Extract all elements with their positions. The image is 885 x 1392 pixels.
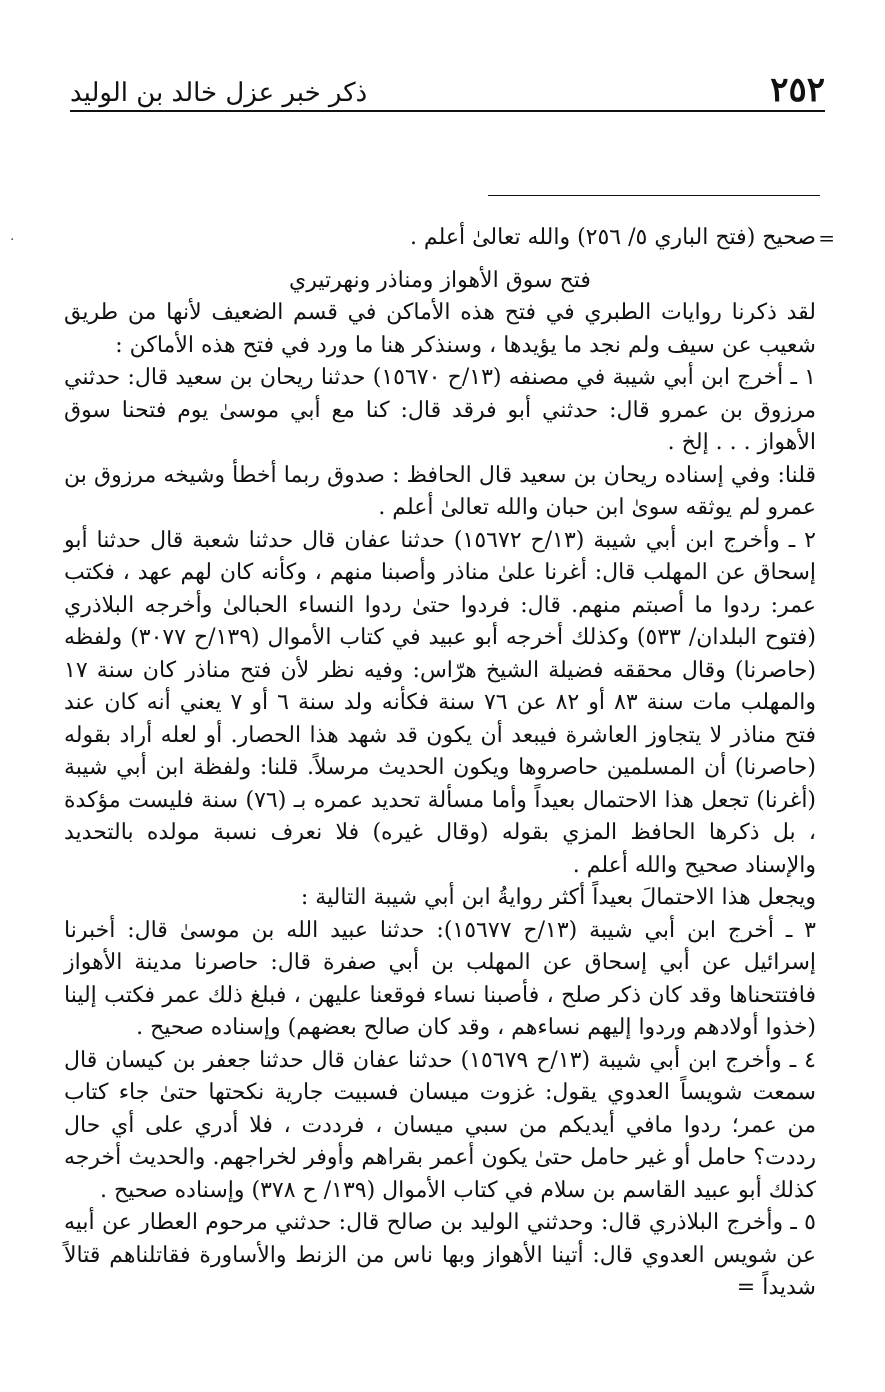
paragraph-transition: ويجعل هذا الاحتمالَ بعيداً أكثر روايةُ ابن أبي شيبة التالية : (300, 885, 816, 910)
paragraph-note-1: قلنا: وفي إسناده ريحان بن سعيد قال الحافظ : صدوق ربما أخطأ وشيخه مرزوق بن عمرو لم يوثقه سوىٰ ابن حبان والله تعالىٰ أعلم . (64, 462, 816, 520)
page-body (64, 222, 816, 1305)
paragraph-item-5: ٥ ـ وأخرج البلاذري قال: وحدثني الوليد بن صالح قال: حدثني مرحوم العطار عن أبيه عن شويس العدوي قال: أتينا الأهواز وبها ناس من الزنط والأساورة فقاتلناهم قتالاً شديداً = (64, 1210, 816, 1300)
footnote-separator (488, 195, 820, 196)
margin-dot: · (10, 232, 15, 248)
section-title: فتح سوق الأهواز ومناذر ونهرتيري (289, 267, 591, 293)
paragraph-item-1: ١ ـ أخرج ابن أبي شيبة في مصنفه (١٣/ح ١٥٦٧٠) حدثنا ريحان بن سعيد قال: حدثني مرزوق بن عمرو قال: حدثني أبو فرقد قال: كنا مع أبي موسىٰ يوم فتحنا سوق الأهواز . . . إلخ . (64, 365, 816, 455)
paragraph-item-4: ٤ ـ وأخرج ابن أبي شيبة (١٣/ح ١٥٦٧٩) حدثنا عفان قال حدثنا جعفر بن كيسان قال سمعت شويساً العدوي يقول: غزوت ميسان فسبيت جارية نكحتها حتىٰ جاء كتاب من عمر؛ ردوا مافي أيديكم من سبي ميسان ، فرددت ، فلا أدري على أي حال رددت؟ حامل أو غير حامل حتىٰ يكون أعمر بقراهم وأوفر لخراجهم. والحديث أخرجه كذلك أبو عبيد القاسم بن سلام في كتاب الأموال (١٣٩/ ح ٣٧٨) وإسناده صحيح . (64, 1047, 816, 1203)
continuation-mark: = (818, 226, 835, 250)
page-number: ٢٥٢ (770, 70, 825, 110)
paragraph-intro: لقد ذكرنا روايات الطبري في فتح هذه الأماكن في قسم الضعيف لأنها من طريق شعيب عن سيف ولم نجد ما يؤيدها ، وسنذكر هنا ما ورد في فتح هذه الأماكن : (64, 300, 816, 358)
page-header (70, 62, 825, 112)
paragraph-item-2: ٢ ـ وأخرج ابن أبي شيبة (١٣/ح ١٥٦٧٢) حدثنا عفان قال حدثنا شعبة قال حدثنا أبو إسحاق عن المهلب قال: أغرنا علىٰ مناذر وأصبنا منهم ، وكأنه كان لهم عهد ، فكتب عمر: ردوا ما أصبتم منهم. قال: فردوا حتىٰ ردوا النساء الحبالىٰ وأخرجه البلاذري (فتوح البلدان/ ٥٣٣) وكذلك أخرجه أبو عبيد في كتاب الأموال (١٣٩/ح ٣٠٧٧) ولفظه (حاصرنا) وقال محققه فضيلة الشيخ هرّاس: وفيه نظر لأن فتح مناذر كان سنة ١٧ والمهلب مات سنة ٨٣ أو ٨٢ عن ٧٦ سنة فكأنه ولد سنة ٦ أو ٧ يعني أنه كان عند فتح مناذر لا يتجاوز العاشرة فيبعد أن يكون قد شهد هذا الحصار. أو لعله أراد بقوله (حاصرنا) أن المسلمين حاصروها ويكون الحديث مرسلاً. قلنا: ولفظة ابن أبي شيبة (أغرنا) تجعل هذا الاحتمال بعيداً وأما مسألة تحديد عمره بـ (٧٦) سنة فليست مؤكدة ، بل ذكرها الحافظ المزي بقوله (وقال غيره) فلا نعرف نسبة مولده بالتحديد والإسناد صحيح والله أعلم . (64, 527, 817, 878)
running-title: ذكر خبر عزل خالد بن الوليد (70, 78, 368, 108)
footnote-continuation: صحيح (فتح الباري ٥/ ٢٥٦) والله تعالىٰ أعلم . (409, 225, 816, 250)
paragraph-item-3: ٣ ـ أخرج ابن أبي شيبة (١٣/ح ١٥٦٧٧): حدثنا عبيد الله بن موسىٰ قال: أخبرنا إسرائيل عن أبي إسحاق عن المهلب بن أبي صفرة قال: حاصرنا مدينة الأهواز فافتتحناها وقد كان ذكر صلح ، فأصبنا نساء فوقعنا عليهن ، فبلغ ذلك عمر فكتب إلينا (خذوا أولادهم وردوا إليهم نساءهم ، وقد كان صالح بعضهم) وإسناده صحيح . (64, 917, 816, 1040)
